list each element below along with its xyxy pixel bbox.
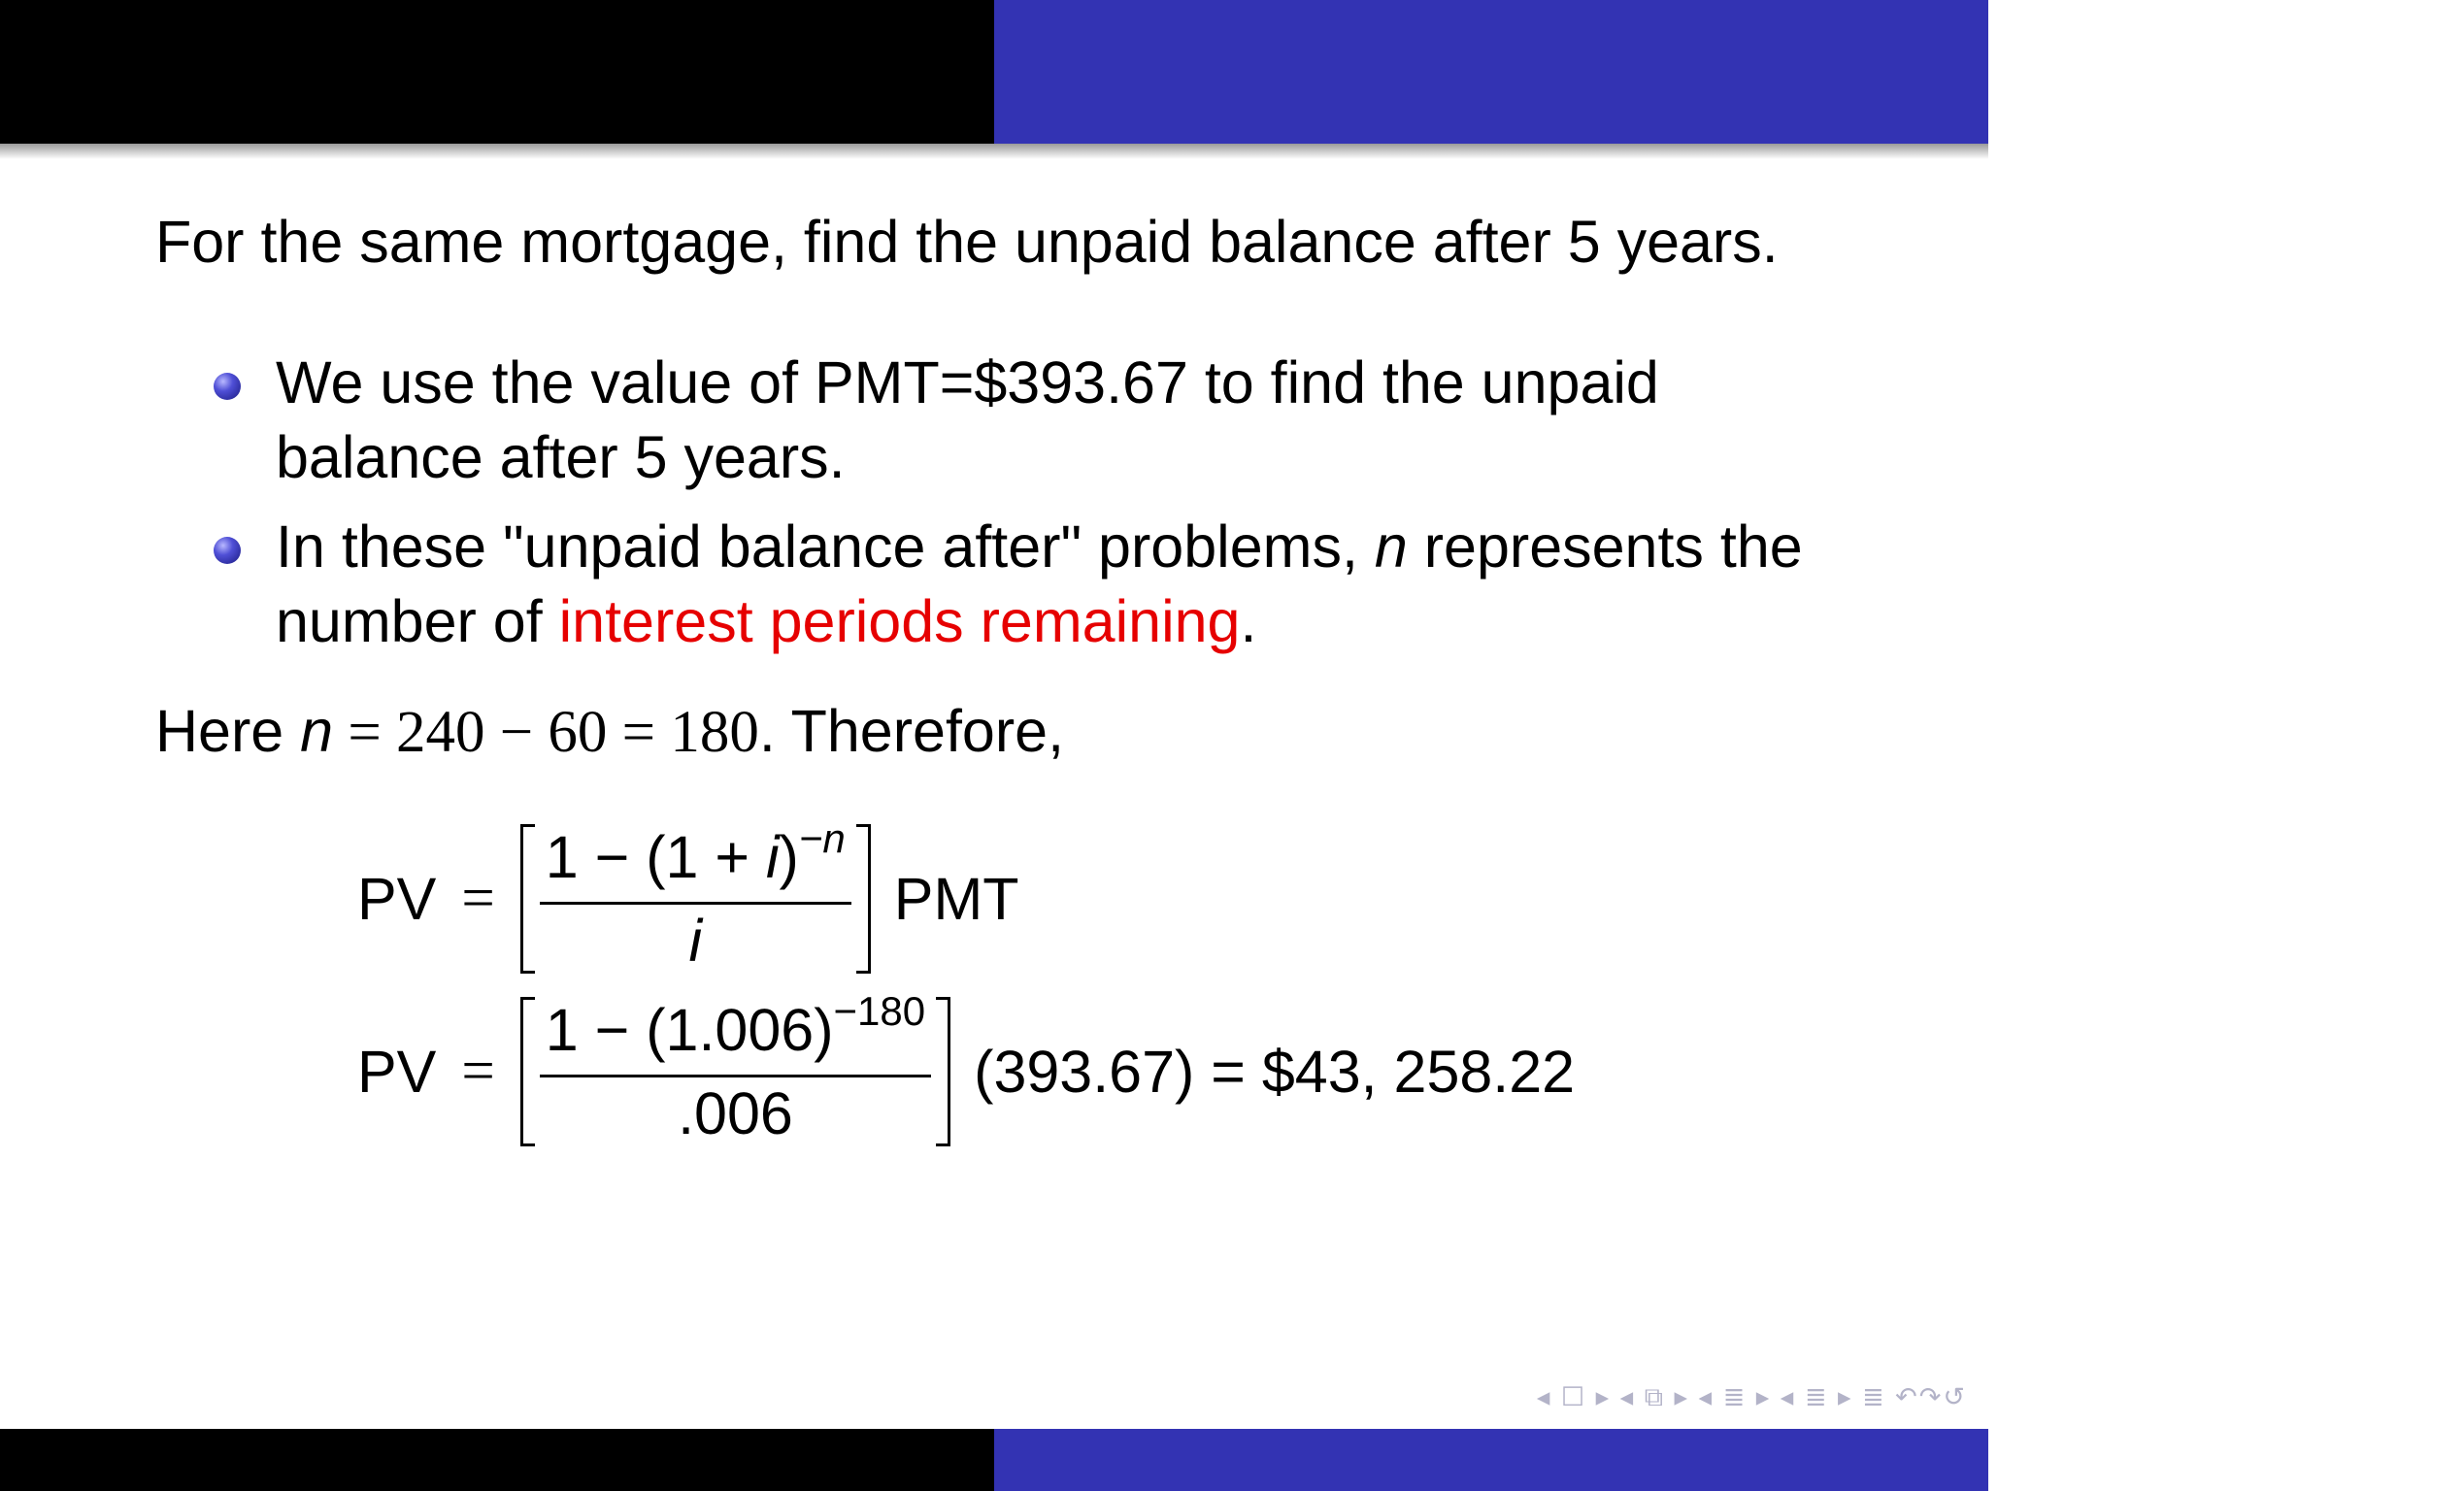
beamer-navigation-icons[interactable]: ◂ ☐ ▸ ◂ ⧉ ▸ ◂ ≣ ▸ ◂ ≣ ▸ ≣ ↶↷↺ [1536, 1382, 1967, 1411]
bullet-ball-icon [214, 537, 241, 564]
eq2-fraction [540, 988, 931, 1147]
bullet-ball-icon [214, 373, 241, 400]
bullet-list [210, 346, 1860, 674]
slide-header [0, 0, 1988, 144]
header-shadow [0, 144, 1988, 159]
footer-right-panel [994, 1429, 2464, 1491]
eq2-denominator: .006 [678, 1080, 793, 1146]
slide-footer [0, 1429, 2464, 1491]
eq2-lhs: PV [357, 1039, 437, 1105]
eq2-bracket [520, 988, 950, 1146]
bullet-text-part1: In these "unpaid balance after" problems, [276, 514, 1375, 580]
header-left-panel [0, 0, 994, 144]
eq1-pmt: PMT [893, 866, 1019, 932]
footer-course: Math 1300 Finite Mathematics [2035, 1442, 2464, 1478]
bullet-text-pmt: We use the value of PMT=$393.67 to find the unpaid balance after 5 years. [276, 349, 1659, 490]
footer-left-panel [0, 1429, 994, 1491]
bullet-item-n-meaning [210, 510, 1860, 659]
eq1-num-main: 1 − (1 + [545, 824, 766, 890]
equation-pv-formula [357, 815, 1019, 977]
here-variable-n: n [300, 698, 334, 764]
eq1-exponent: −n [798, 815, 846, 861]
eq1-equals: = [461, 866, 495, 931]
eq1-num-close: ) [779, 824, 799, 890]
variable-n: n [1374, 514, 1408, 580]
here-label: Here [155, 698, 301, 764]
header-right-panel [994, 0, 1988, 144]
here-therefore: . Therefore, [758, 698, 1065, 764]
intro-text: For the same mortgage, find the unpaid balance after 5 years. [155, 209, 1779, 275]
eq2-numerator [540, 988, 931, 1075]
eq1-bracket [520, 815, 871, 974]
here-n-statement [155, 697, 1064, 767]
eq2-equals: = [461, 1039, 495, 1104]
eq1-lhs: PV [357, 866, 437, 932]
bullet-text-part2: represents the number of [276, 514, 1803, 654]
eq1-numerator [540, 815, 851, 902]
eq2-result: (393.67) = $43, 258.22 [974, 1039, 1576, 1105]
eq1-num-var: i [765, 824, 780, 890]
bullet-item-pmt [210, 346, 1860, 495]
equation-pv-computed [357, 988, 1576, 1149]
bullet-text-end: . [1240, 588, 1257, 654]
eq2-exponent: −180 [833, 988, 926, 1034]
eq2-num-main: 1 − (1.006) [545, 997, 834, 1063]
eq1-fraction [540, 815, 851, 975]
here-expression: = 240 − 60 = 180 [333, 700, 759, 765]
highlight-interest-periods: interest periods remaining [558, 588, 1241, 654]
eq1-denominator: i [688, 908, 703, 974]
